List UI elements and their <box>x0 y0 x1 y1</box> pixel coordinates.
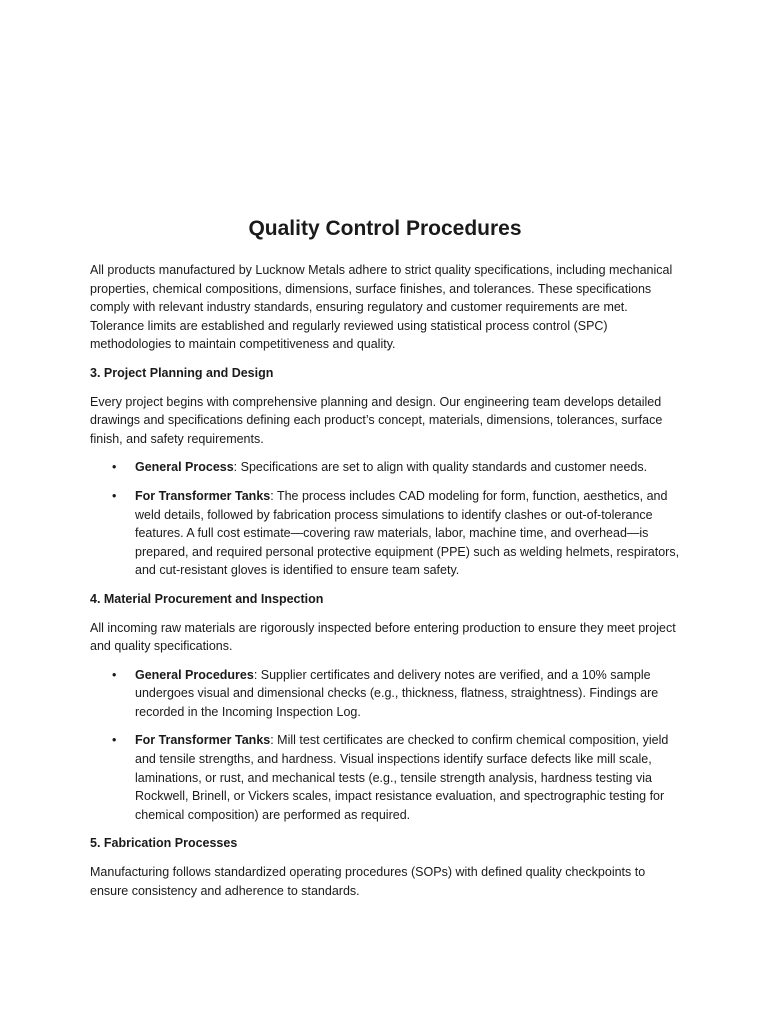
list-item <box>90 487 680 580</box>
section-heading: 5. Fabrication Processes <box>90 836 238 851</box>
bullet-icon: • <box>112 733 117 748</box>
bullet-icon: • <box>112 488 117 503</box>
section-body: Manufacturing follows standardized operating procedures (SOPs) with defined quality checkpoints to ensure consistency and adherence to standards. <box>90 865 646 898</box>
bullet-text: : Mill test certificates are checked to confirm chemical composition, yield and tensile strengths, and hardness. Visual inspections identify surface defects like mill scale, laminations, or rust, and mechanical tests (e.g., tensile strength analysis, hardness testing via Rockwell, Brinell, or Vickers scales, impact resistance evaluation, and spectrographic testing for chemical composition) are performed as required. <box>135 733 669 822</box>
list-item <box>90 731 680 824</box>
bullet-icon: • <box>112 667 117 682</box>
bullet-list <box>90 666 680 825</box>
bullet-text: : Specifications are set to align with quality standards and customer needs. <box>233 460 648 475</box>
bullet-text: : Supplier certificates and delivery notes are verified, and a 10% sample undergoes visual and dimensional checks (e.g., thickness, flatness, straightness). Findings are recorded in the Incoming Inspection Log. <box>135 667 659 719</box>
document-title: Quality Control Procedures <box>248 217 522 240</box>
document-page <box>90 214 680 910</box>
section-heading: 3. Project Planning and Design <box>90 365 274 380</box>
section-body: All incoming raw materials are rigorously inspected before entering production to ensure they meet project and quality specifications. <box>90 620 676 654</box>
section-body: Every project begins with comprehensive planning and design. Our engineering team develops detailed drawings and specifications defining each product’s concept, materials, dimensions, tolerances, surface finish, and safety requirements. <box>90 394 663 446</box>
list-item <box>90 666 680 722</box>
section-heading: 4. Material Procurement and Inspection <box>90 591 324 606</box>
bullet-label: General Process <box>135 460 234 475</box>
bullet-list <box>90 458 680 580</box>
bullet-text: : The process includes CAD modeling for form, function, aesthetics, and weld details, followed by fabrication process simulations to identify clashes or out-of-tolerance features. A full cost estimate—covering raw materials, labor, machine time, and overhead—is prepared, and required personal protective equipment (PPE) such as welding helmets, respirators, and cut-resistant gloves is identified to ensure team safety. <box>135 488 680 578</box>
list-item <box>90 458 680 477</box>
bullet-label: For Transformer Tanks <box>135 488 271 503</box>
bullet-icon: • <box>112 460 117 475</box>
section-fabrication <box>90 834 680 900</box>
bullet-label: General Procedures <box>135 667 254 682</box>
section-project-planning <box>90 364 680 580</box>
intro-paragraph: All products manufactured by Lucknow Metals adhere to strict quality specifications, including mechanical properties, chemical compositions, dimensions, surface finishes, and tolerances. These specifications comply with relevant industry standards, ensuring regulatory and customer requirements are met. Tolerance limits are established and regularly reviewed using statistical process control (SPC) methodologies to maintain competitiveness and quality. <box>90 263 673 352</box>
section-material-procurement <box>90 590 680 825</box>
bullet-label: For Transformer Tanks <box>135 733 271 748</box>
